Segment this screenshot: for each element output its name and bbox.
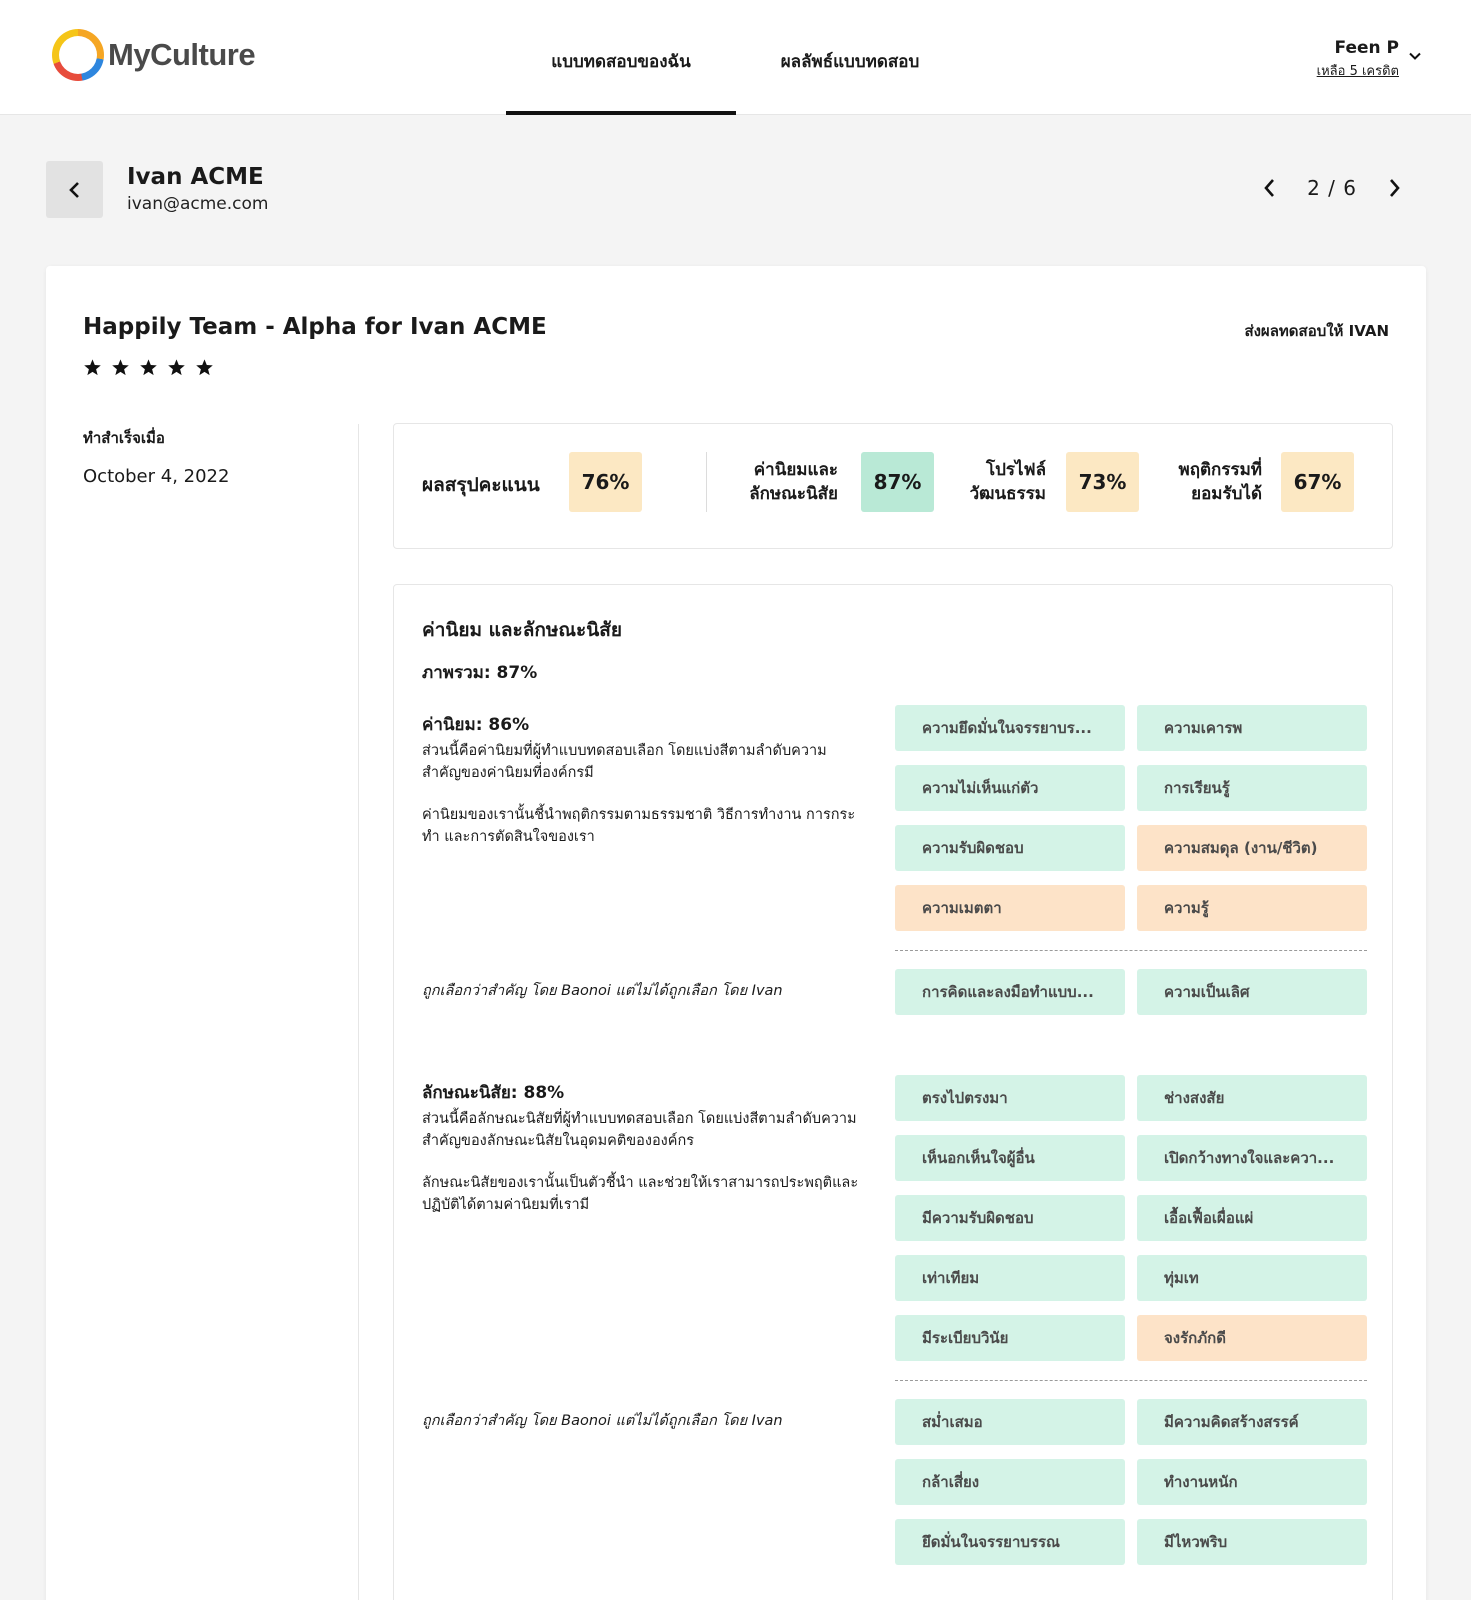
back-button[interactable] <box>46 161 103 218</box>
tab-assessment-results-label: ผลลัพธ์แบบทดสอบ <box>780 52 920 72</box>
credits-link[interactable]: เหลือ 5 เครดิต <box>1316 64 1399 79</box>
trait-tag: มีระเบียบวินัย <box>895 1315 1125 1361</box>
acceptable-behaviour-score-label <box>1154 458 1262 506</box>
values-description: ส่วนนี้คือค่านิยมที่ผู้ทำแบบทดสอบเลือก โดยแบ่งสีตามลำดับความสำคัญของค่านิยมที่องค์กรมี <box>422 743 827 781</box>
dashed-separator <box>895 1380 1367 1381</box>
values-missed-note: ถูกเลือกว่าสำคัญ โดย Baonoi แต่ไม่ได้ถูกเลือก โดย Ivan <box>422 983 783 999</box>
value-tag: การเรียนรู้ <box>1137 765 1367 811</box>
value-tag: ความรู้ <box>1137 885 1367 931</box>
traits-description: ส่วนนี้คือลักษณะนิสัยที่ผู้ทำแบบทดสอบเลือก โดยแบ่งสีตามลำดับความสำคัญของลักษณะนิสัยในอุดมคติขององค์กร <box>422 1111 857 1149</box>
trait-tag: จงรักภักดี <box>1137 1315 1367 1361</box>
score-summary <box>393 423 1393 549</box>
values-traits-label-line1: ค่านิยมและ <box>753 460 838 480</box>
score-divider <box>706 452 707 512</box>
tab-my-assessments-label: แบบทดสอบของฉัน <box>551 52 691 72</box>
assessment-result-card <box>46 266 1426 1600</box>
logo-ring-icon <box>52 29 104 81</box>
trait-tag: ทุ่มเท <box>1137 1255 1367 1301</box>
culture-profile-score-badge: 73% <box>1066 452 1139 512</box>
values-explanation: ค่านิยมของเรานั้นชี้นำพฤติกรรมตามธรรมชาติ วิธีการทำงาน การกระทำ และการตัดสินใจของเรา <box>422 807 856 845</box>
tab-my-assessments[interactable] <box>506 44 736 115</box>
star-icon <box>139 358 158 377</box>
candidate-name: Ivan ACME <box>127 164 264 190</box>
value-tag: ความยึดมั่นในจรรยาบร... <box>895 705 1125 751</box>
acceptable-behaviour-score-badge: 67% <box>1281 452 1354 512</box>
candidate-pager <box>1259 176 1405 200</box>
completed-label: ทำสำเร็จเมื่อ <box>83 429 165 447</box>
traits-heading: ลักษณะนิสัย: 88% <box>422 1083 565 1103</box>
star-icon <box>83 358 102 377</box>
candidate-email: ivan@acme.com <box>127 194 269 214</box>
next-candidate-button[interactable] <box>1383 177 1405 199</box>
chevron-left-icon <box>1263 178 1277 198</box>
assessment-title: Happily Team - Alpha for Ivan ACME <box>83 314 547 340</box>
chevron-down-icon[interactable] <box>1407 48 1423 64</box>
values-traits-score-badge: 87% <box>861 452 934 512</box>
previous-candidate-button[interactable] <box>1259 177 1281 199</box>
traits-missed-note: ถูกเลือกว่าสำคัญ โดย Baonoi แต่ไม่ได้ถูกเลือก โดย Ivan <box>422 1413 783 1429</box>
values-heading: ค่านิยม: 86% <box>422 715 530 735</box>
star-icon <box>111 358 130 377</box>
chevron-right-icon <box>1387 178 1401 198</box>
values-traits-section <box>393 584 1393 1600</box>
tab-assessment-results[interactable] <box>760 44 940 115</box>
missed-trait-tag: ยึดมั่นในจรรยาบรรณ <box>895 1519 1125 1565</box>
acceptable-behaviour-label-line1: พฤติกรรมที่ <box>1178 460 1262 480</box>
section-title: ค่านิยม และลักษณะนิสัย <box>422 619 622 641</box>
missed-value-tag: การคิดและลงมือทำแบบ... <box>895 969 1125 1015</box>
values-traits-label-line2: ลักษณะนิสัย <box>749 484 838 504</box>
score-summary-label: ผลสรุปคะแนน <box>422 474 540 496</box>
user-name: Feen P <box>1334 38 1399 58</box>
traits-explanation: ลักษณะนิสัยของเรานั้นเป็นตัวชี้นำ และช่วยให้เราสามารถประพฤติและปฏิบัติได้ตามค่านิยมที่เรามี <box>422 1175 859 1213</box>
missed-trait-tag: มีไหวพริบ <box>1137 1519 1367 1565</box>
values-traits-score-label <box>734 458 838 506</box>
culture-profile-label-line2: วัฒนธรรม <box>969 484 1046 504</box>
star-rating <box>83 358 214 377</box>
missed-value-tag: ความเป็นเลิศ <box>1137 969 1367 1015</box>
missed-trait-tag: มีความคิดสร้างสรรค์ <box>1137 1399 1367 1445</box>
trait-tag: เท่าเทียม <box>895 1255 1125 1301</box>
pager-position: 2 / 6 <box>1307 176 1357 200</box>
user-menu[interactable] <box>1317 38 1399 81</box>
acceptable-behaviour-label-line2: ยอมรับได้ <box>1191 484 1262 504</box>
send-results-button[interactable]: ส่งผลทดสอบให้ IVAN <box>1244 322 1389 340</box>
trait-tag: ช่างสงสัย <box>1137 1075 1367 1121</box>
trait-tag: ตรงไปตรงมา <box>895 1075 1125 1121</box>
completed-date: October 4, 2022 <box>83 466 230 487</box>
culture-profile-label-line1: โปรไฟล์ <box>985 460 1046 480</box>
missed-trait-tag: สม่ำเสมอ <box>895 1399 1125 1445</box>
top-navigation-bar <box>0 0 1471 115</box>
missed-trait-tag: ทำงานหนัก <box>1137 1459 1367 1505</box>
overall-score-badge: 76% <box>569 452 642 512</box>
value-tag: ความไม่เห็นแก่ตัว <box>895 765 1125 811</box>
section-overall-score: ภาพรวม: 87% <box>422 663 538 683</box>
value-tag: ความเคารพ <box>1137 705 1367 751</box>
logo-text: MyCulture <box>108 37 256 72</box>
dashed-separator <box>895 950 1367 951</box>
star-icon <box>167 358 186 377</box>
culture-profile-score-label <box>942 458 1046 506</box>
brand-logo[interactable] <box>52 29 255 81</box>
chevron-left-icon <box>67 181 83 199</box>
trait-tag: มีความรับผิดชอบ <box>895 1195 1125 1241</box>
missed-trait-tag: กล้าเสี่ยง <box>895 1459 1125 1505</box>
value-tag: ความเมตตา <box>895 885 1125 931</box>
trait-tag: เอื้อเฟื้อเผื่อแผ่ <box>1137 1195 1367 1241</box>
value-tag: ความสมดุล (งาน/ชีวิต) <box>1137 825 1367 871</box>
trait-tag: เห็นอกเห็นใจผู้อื่น <box>895 1135 1125 1181</box>
value-tag: ความรับผิดชอบ <box>895 825 1125 871</box>
trait-tag: เปิดกว้างทางใจและควา... <box>1137 1135 1367 1181</box>
column-divider <box>358 424 359 1600</box>
star-icon <box>195 358 214 377</box>
